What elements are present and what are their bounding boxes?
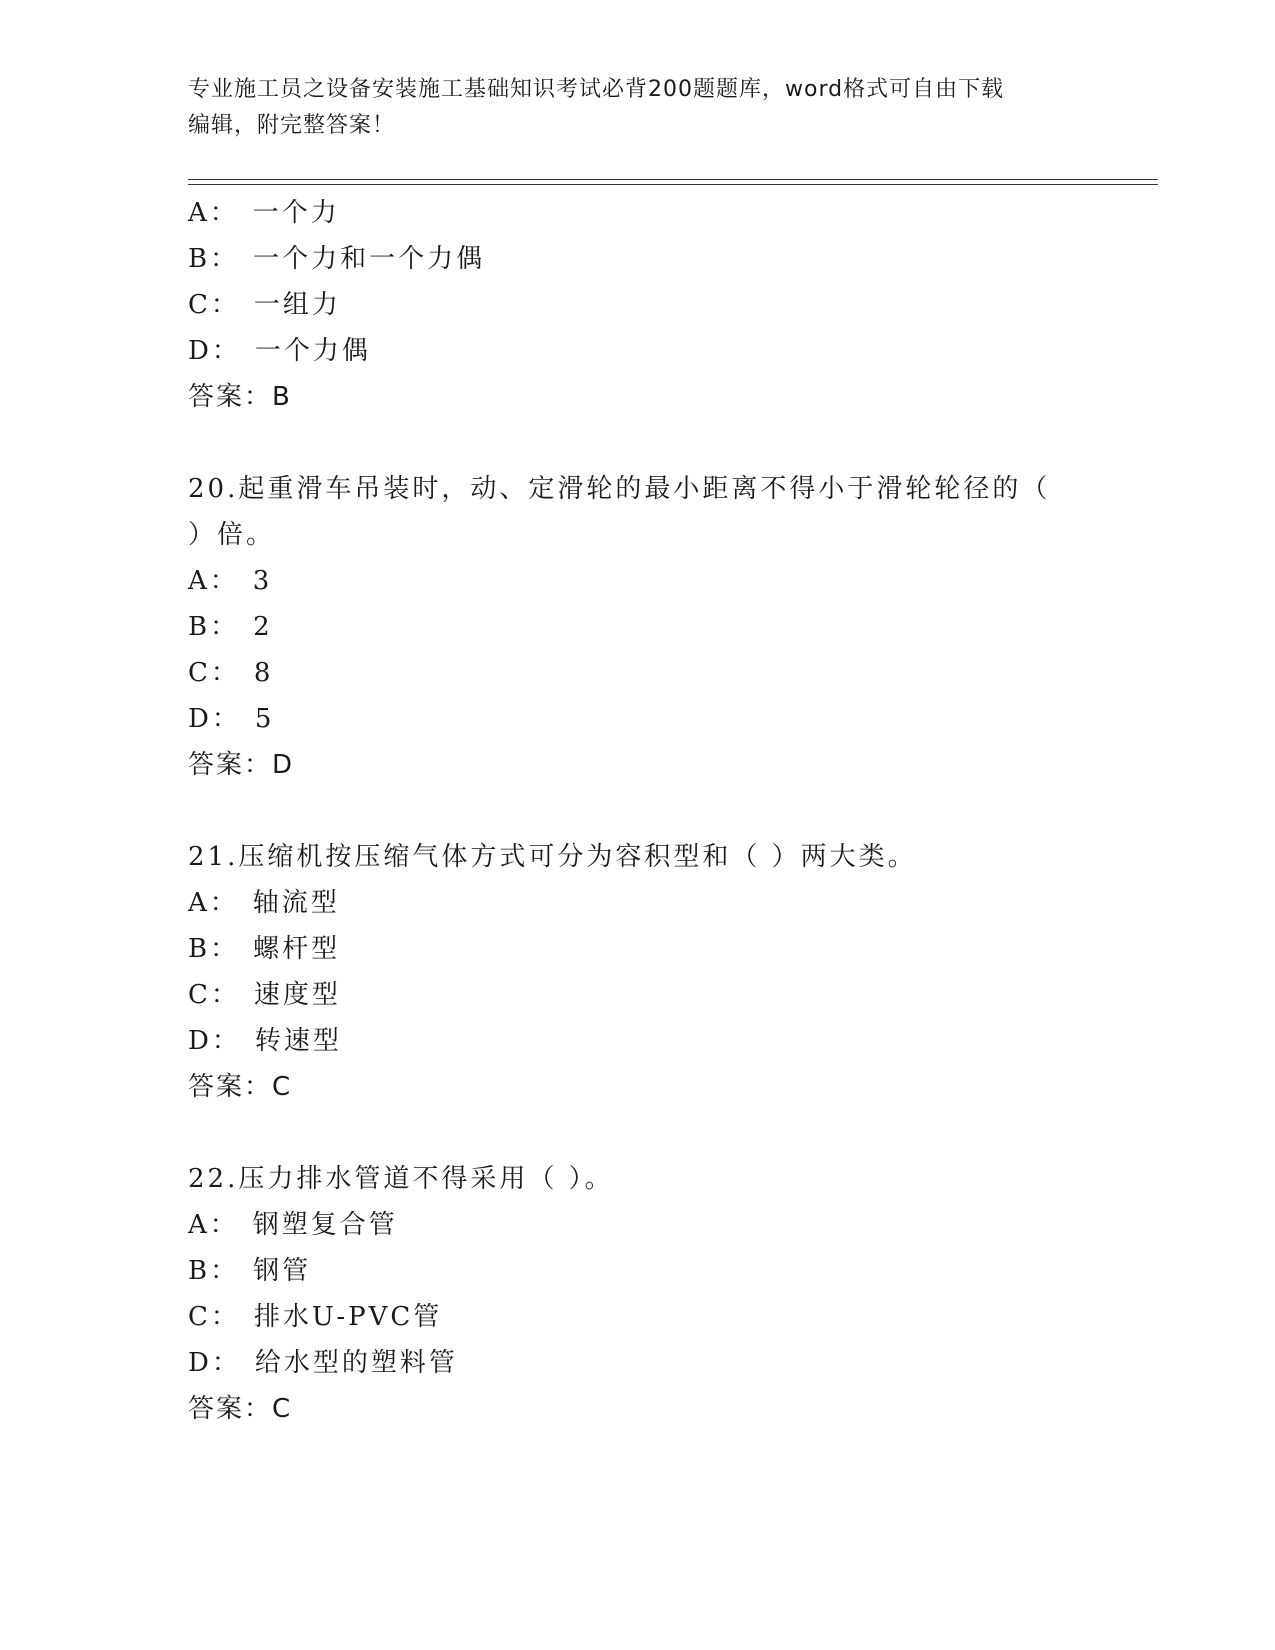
option-text: 速度型 — [253, 980, 341, 1010]
question-20 — [188, 466, 1088, 788]
header-title-line-1: 专业施工员之设备安装施工基础知识考试必背200题题库，word格式可自由下载 — [188, 77, 1005, 102]
header-divider-top — [188, 179, 1158, 180]
question-stem-continued: ）倍。 — [188, 520, 276, 550]
question-stem: 21.压缩机按压缩气体方式可分为容积型和（ ）两大类。 — [188, 842, 917, 872]
option-text: 钢塑复合管 — [252, 1210, 398, 1240]
option-key: D： — [188, 336, 241, 366]
option-c — [188, 972, 1088, 1018]
option-key: B： — [188, 244, 240, 274]
option-text: 一个力和一个力偶 — [253, 244, 486, 274]
question-21 — [188, 834, 1088, 1110]
option-text: 排水U-PVC管 — [253, 1302, 443, 1332]
option-key: B： — [188, 1256, 240, 1286]
answer-line: 答案：C — [188, 1072, 293, 1102]
option-b — [188, 236, 1088, 282]
answer-line: 答案：D — [188, 750, 295, 780]
option-key: B： — [188, 934, 240, 964]
question-stem: 22.压力排水管道不得采用（ ）。 — [188, 1164, 614, 1194]
option-key: A： — [188, 566, 239, 596]
option-key: A： — [188, 1210, 239, 1240]
question-list — [188, 190, 1088, 1432]
answer-line: 答案：C — [188, 1394, 293, 1424]
option-key: C： — [188, 658, 240, 688]
option-text: 2 — [253, 612, 273, 642]
option-text: 8 — [253, 658, 274, 688]
option-text: 一组力 — [253, 290, 341, 320]
option-key: C： — [188, 1302, 240, 1332]
option-d — [188, 1340, 1088, 1386]
option-a — [188, 880, 1088, 926]
option-key: C： — [188, 290, 240, 320]
header-divider-bottom — [188, 184, 1158, 185]
option-key: D： — [188, 704, 241, 734]
option-a — [188, 558, 1088, 604]
option-text: 钢管 — [253, 1256, 312, 1286]
option-text: 一个力 — [252, 198, 340, 228]
option-text: 螺杆型 — [253, 934, 341, 964]
question-22 — [188, 1156, 1088, 1432]
option-a — [188, 190, 1088, 236]
option-text: 给水型的塑料管 — [254, 1348, 458, 1378]
option-b — [188, 926, 1088, 972]
option-b — [188, 604, 1088, 650]
option-b — [188, 1248, 1088, 1294]
option-text: 5 — [254, 704, 275, 734]
option-text: 轴流型 — [252, 888, 340, 918]
option-text: 一个力偶 — [254, 336, 371, 366]
question-stem: 20.起重滑车吊装时，动、定滑轮的最小距离不得小于滑轮轮径的（ — [188, 474, 1051, 504]
option-d — [188, 696, 1088, 742]
page-header — [188, 72, 1088, 144]
answer-line: 答案：B — [188, 382, 292, 412]
option-c — [188, 282, 1088, 328]
option-text: 转速型 — [254, 1026, 342, 1056]
option-key: A： — [188, 888, 239, 918]
option-key: D： — [188, 1026, 241, 1056]
option-a — [188, 1202, 1088, 1248]
option-key: C： — [188, 980, 240, 1010]
option-d — [188, 1018, 1088, 1064]
header-title-line-2: 编辑，附完整答案！ — [188, 113, 396, 138]
option-d — [188, 328, 1088, 374]
option-key: D： — [188, 1348, 241, 1378]
option-key: B： — [188, 612, 240, 642]
option-c — [188, 650, 1088, 696]
option-key: A： — [188, 198, 239, 228]
question-19-continued — [188, 190, 1088, 420]
option-text: 3 — [252, 566, 273, 596]
option-c — [188, 1294, 1088, 1340]
